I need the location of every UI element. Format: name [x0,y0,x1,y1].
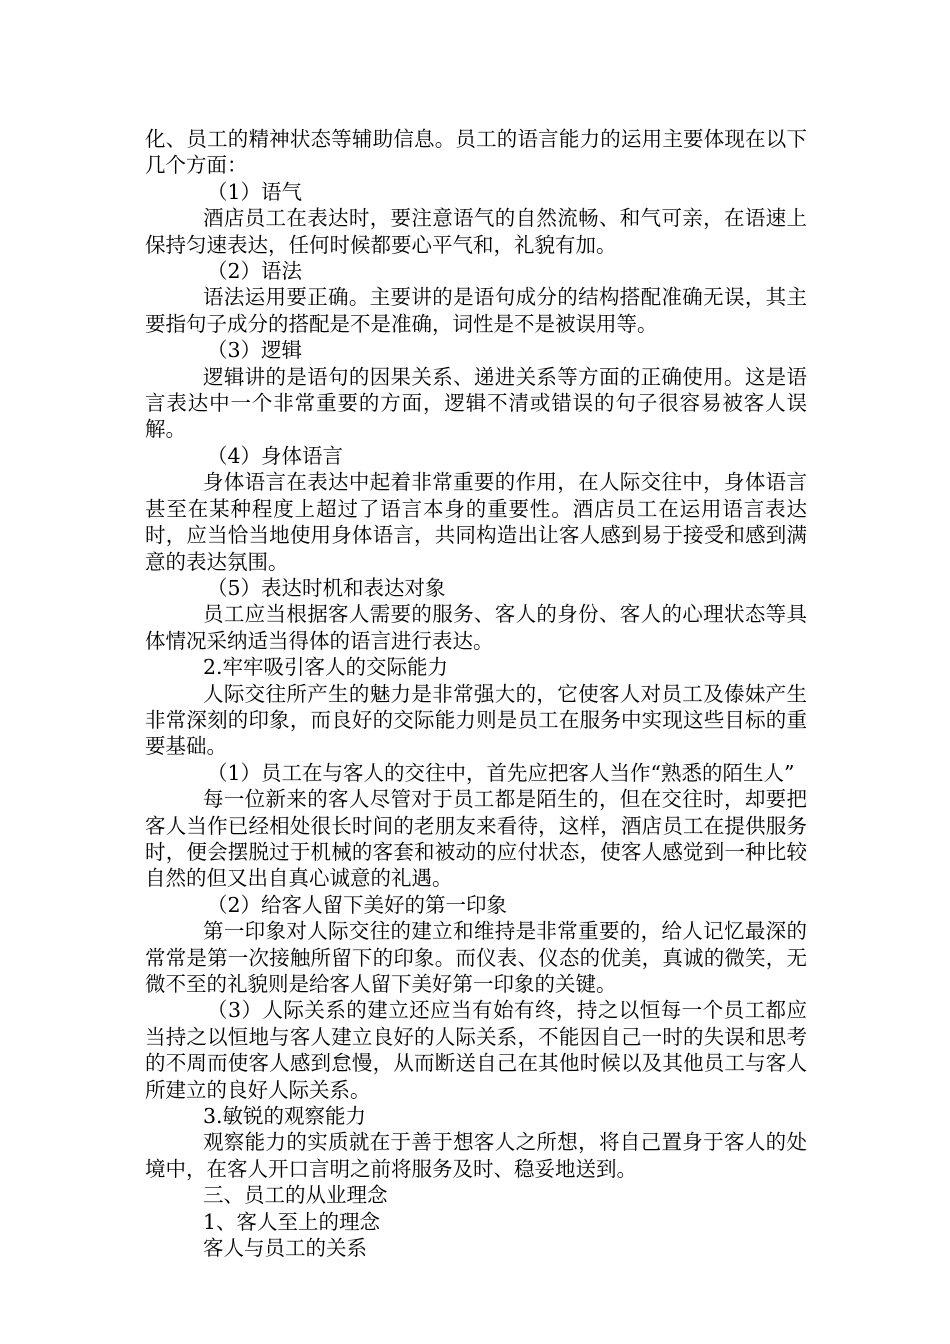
paragraph: 第一印象对人际交往的建立和维持是非常重要的，给人记忆最深的常常是第一次接触所留下的印象。而仪表、仪态的优美，真诚的微笑，无微不至的礼貌则是给客人留下美好第一印象的关键。 [145,919,807,996]
section-heading: （3）逻辑 [207,338,303,363]
section-heading: （5）表达时机和表达对象 [207,575,446,600]
section-heading: 3.敏锐的观察能力 [203,1104,367,1129]
paragraph: （3）人际关系的建立还应当有始有终，持之以恒每一个员工都应当持之以恒地与客人建立良好的人际关系，不能因自己一时的失误和思考的不周而使客人感到怠慢，从而断送自己在其他时候以及其他员工与客人所建立的良好人际关系。 [145,998,807,1102]
paragraph: 语法运用要正确。主要讲的是语句成分的结构搭配准确无误，其主要指句子成分的搭配是不是准确，词性是不是被误用等。 [145,285,807,336]
paragraph: 客人与员工的关系 [203,1236,367,1261]
paragraph: 化、员工的精神状态等辅助信息。员工的语言能力的运用主要体现在以下几个方面： [145,127,807,178]
paragraph: 身体语言在表达中起着非常重要的作用，在人际交往中，身体语言甚至在某种程度上超过了语言本身的重要性。酒店员工在运用语言表达时，应当恰当地使用身体语言，共同构造出让客人感到易于接受和感到满意的表达氛围。 [145,470,807,574]
document-body [145,126,807,1261]
section-heading: （2）给客人留下美好的第一印象 [207,892,508,917]
paragraph: 员工应当根据客人需要的服务、客人的身份、客人的心理状态等具体情况采纳适当得体的语言进行表达。 [145,602,807,653]
paragraph: 人际交往所产生的魅力是非常强大的，它使客人对员工及傣妹产生非常深刻的印象，而良好的交际能力则是员工在服务中实现这些目标的重要基础。 [145,681,807,759]
paragraph: 酒店员工在表达时，要注意语气的自然流畅、和气可亲，在语速上保持匀速表达，任何时候都要心平气和，礼貌有加。 [145,206,807,257]
paragraph: 每一位新来的客人尽管对于员工都是陌生的，但在交往时，却要把客人当作已经相处很长时间的老朋友来看待，这样，酒店员工在提供服务时，便会摆脱过于机械的客套和被动的应付状态，使客人感觉到一种比较自然的但又出自真心诚意的礼遇。 [145,787,807,891]
paragraph: 逻辑讲的是语句的因果关系、递进关系等方面的正确使用。这是语言表达中一个非常重要的方面，逻辑不清或错误的句子很容易被客人误解。 [145,364,807,442]
section-heading: （2）语法 [207,259,303,284]
section-heading: （1）语气 [207,179,303,204]
section-heading: 1、客人至上的理念 [203,1209,381,1234]
section-heading: 2.牢牢吸引客人的交际能力 [203,655,449,680]
section-heading: （1）员工在与客人的交往中，首先应把客人当作“熟悉的陌生人” [207,760,795,785]
section-heading: 三、员工的从业理念 [203,1183,388,1208]
paragraph: 观察能力的实质就在于善于想客人之所想，将自己置身于客人的处境中，在客人开口言明之前将服务及时、稳妥地送到。 [145,1130,807,1181]
section-heading: （4）身体语言 [207,443,344,468]
